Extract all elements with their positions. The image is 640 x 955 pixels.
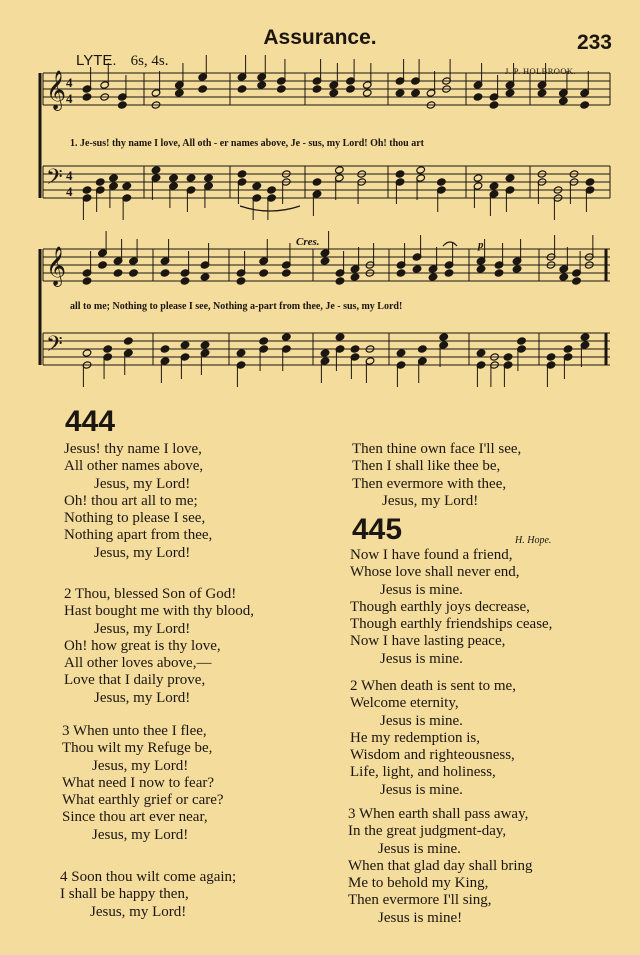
fermata-icon: [443, 242, 457, 246]
verse-line: Jesus, my Lord!: [94, 689, 191, 706]
note-head: [329, 89, 339, 97]
page-number: 233: [576, 31, 612, 54]
note-head: [572, 277, 582, 285]
note-head: [259, 337, 269, 345]
note-head: [411, 89, 421, 97]
verse-line: Now I have found a friend,: [350, 547, 513, 563]
note-head: [180, 341, 190, 349]
note-head: [129, 269, 139, 277]
note-head: [82, 349, 92, 357]
note-head: [257, 81, 267, 89]
note-head: [312, 85, 322, 93]
verse-line: Oh! thou art all to me;: [64, 492, 198, 509]
note-head: [204, 174, 214, 182]
treble-clef-icon: 𝄞: [46, 246, 67, 286]
time-signature: 4: [66, 91, 73, 106]
verse-line: Then evermore with thee,: [352, 475, 507, 492]
verse-line: Jesus is mine.: [380, 650, 463, 667]
music-notation: [0, 0, 640, 400]
verse-line: Nothing apart from thee,: [64, 527, 213, 544]
verse-line: Thou wilt my Refuge be,: [62, 740, 213, 757]
note-head: [169, 174, 179, 182]
verse-line: Jesus is mine.: [380, 581, 463, 598]
note-head: [95, 178, 105, 186]
note-head: [237, 85, 247, 93]
note-head: [537, 89, 547, 97]
note-head: [237, 170, 247, 178]
verse-line: Oh! how great is thy love,: [64, 637, 221, 654]
verse-line: Me to behold my King,: [348, 875, 489, 892]
verse-line: Jesus, my Lord!: [94, 544, 191, 561]
note-head: [412, 265, 422, 273]
tune-meter: 6s, 4s.: [130, 53, 169, 69]
composer: J. P. HOLBROOK.: [505, 66, 576, 76]
verse-line: Then thine own face I'll see,: [352, 441, 522, 457]
piano-mark: p: [478, 239, 484, 251]
lyrics-system-1: 1. Je-sus! thy name I love, All oth - er names above, Je - sus, my Lord! Oh! thou art: [70, 138, 424, 149]
verse-line: 2 When death is sent to me,: [350, 678, 516, 694]
note-head: [362, 89, 372, 97]
note-head: [505, 89, 515, 97]
note-head: [416, 166, 426, 174]
note-head: [160, 269, 170, 277]
note-head: [444, 269, 454, 277]
note-head: [252, 182, 262, 190]
verse-line: Love that I daily prove,: [64, 672, 206, 689]
hymn-445-author: H. Hope.: [515, 535, 552, 546]
verse-line: In the great judgment-day,: [348, 823, 507, 840]
note-head: [200, 341, 210, 349]
hymn-444-stanza-2: [64, 586, 254, 707]
note-head: [160, 345, 170, 353]
verse-line: Jesus, my Lord!: [94, 475, 191, 492]
note-head: [282, 333, 292, 341]
note-head: [350, 273, 360, 281]
note-head: [103, 345, 113, 353]
verse-line: Jesus! thy name I love,: [64, 441, 202, 457]
note-head: [113, 269, 123, 277]
note-head: [267, 186, 277, 194]
note-head: [473, 93, 483, 101]
verse-line: Welcome eternity,: [350, 695, 459, 712]
note-head: [82, 186, 92, 194]
note-head: [585, 178, 595, 186]
hymn-445-stanza-3: [348, 806, 533, 927]
verse-line: Though earthly friendships cease,: [350, 616, 553, 633]
hymn-444-stanza-4: [60, 869, 236, 921]
note-head: [350, 345, 360, 353]
hymn-444-stanza-4-continued: [352, 441, 521, 510]
note-head: [489, 101, 499, 109]
verse-line: Whose love shall never end,: [350, 564, 520, 581]
note-head: [175, 89, 185, 97]
note-head: [346, 85, 356, 93]
lyrics-system-2: all to me; Nothing to please I see, Nothing a-part from thee, Je - sus, my Lord!: [70, 301, 403, 312]
verse-line: Jesus is mine.: [380, 781, 463, 798]
note-head: [259, 269, 269, 277]
note-head: [335, 277, 345, 285]
bass-clef-icon: 𝄢: [46, 165, 63, 195]
note-head: [236, 349, 246, 357]
verse-line: 4 Soon thou wilt come again;: [60, 869, 237, 885]
note-head: [335, 333, 345, 341]
verse-line: I shall be happy then,: [60, 886, 189, 903]
note-head: [277, 85, 287, 93]
note-head: [98, 261, 108, 269]
verse-line: Wisdom and righteousness,: [350, 747, 515, 764]
hymn-445-stanza-2: [350, 678, 516, 799]
hymn-444-number: 444: [65, 405, 116, 438]
verse-line: What need I now to fear?: [62, 774, 215, 791]
hymn-444-stanza-3: [62, 723, 224, 844]
note-head: [395, 89, 405, 97]
note-head: [186, 174, 196, 182]
verse-line: Nothing to please I see,: [64, 510, 206, 527]
note-head: [418, 345, 428, 353]
note-head: [396, 269, 406, 277]
verse-line: Then evermore I'll sing,: [348, 892, 492, 909]
verse-line: Then I shall like thee be,: [352, 458, 501, 475]
verse-line: Life, light, and holiness,: [350, 764, 496, 781]
note-head: [122, 182, 132, 190]
note-head: [512, 265, 522, 273]
note-head: [180, 277, 190, 285]
note-head: [494, 269, 504, 277]
note-head: [335, 166, 345, 174]
tune-name: LYTE.: [76, 52, 117, 69]
verse-line: Jesus, my Lord!: [382, 492, 479, 509]
note-head: [320, 349, 330, 357]
verse-line: Jesus, my Lord!: [92, 826, 189, 843]
note-head: [503, 353, 513, 361]
verse-line: Now I have lasting peace,: [350, 633, 506, 650]
note-head: [396, 349, 406, 357]
verse-line: 3 When unto thee I flee,: [62, 723, 207, 739]
note-head: [439, 333, 449, 341]
time-signature: 4: [66, 184, 73, 199]
note-head: [476, 349, 486, 357]
note-head: [151, 166, 161, 174]
note-head: [200, 273, 210, 281]
note-head: [489, 182, 499, 190]
note-head: [82, 93, 92, 101]
verse-line: Jesus is mine.: [378, 840, 461, 857]
time-signature: 4: [66, 168, 73, 183]
verse-line: 3 When earth shall pass away,: [348, 806, 529, 822]
verse-line: When that glad day shall bring: [348, 857, 533, 874]
note-head: [546, 353, 556, 361]
note-head: [236, 277, 246, 285]
hymn-444-stanza-1: [64, 441, 212, 562]
note-head: [124, 337, 134, 345]
verse-line: Jesus, my Lord!: [92, 757, 189, 774]
note-head: [282, 269, 292, 277]
note-head: [517, 337, 527, 345]
note-head: [559, 97, 569, 105]
page-title: Assurance.: [263, 26, 377, 49]
verse-line: 2 Thou, blessed Son of God!: [64, 586, 237, 602]
verse-line: Jesus is mine.: [380, 712, 463, 729]
note-head: [118, 101, 128, 109]
note-head: [198, 85, 208, 93]
verse-line: Since thou art ever near,: [62, 809, 208, 826]
note-head: [580, 101, 590, 109]
note-head: [559, 273, 569, 281]
verse-line: Jesus, my Lord!: [94, 620, 191, 637]
tie: [240, 206, 300, 211]
verse-line: What earthly grief or care?: [62, 792, 224, 809]
note-head: [395, 170, 405, 178]
verse-line: Jesus, my Lord!: [90, 903, 187, 920]
verse-line: Jesus is mine!: [378, 909, 463, 926]
hymn-445-number: 445: [352, 513, 403, 546]
note-head: [82, 277, 92, 285]
verse-line: All other names above,: [64, 458, 204, 475]
verse-line: Though earthly joys decrease,: [350, 598, 530, 615]
note-head: [428, 273, 438, 281]
verse-line: Hast bought me with thy blood,: [64, 603, 254, 620]
note-head: [563, 345, 573, 353]
time-signature: 4: [66, 75, 73, 90]
note-head: [473, 174, 483, 182]
note-head: [320, 257, 330, 265]
crescendo-mark: Cres.: [296, 236, 320, 248]
treble-clef-icon: 𝄞: [46, 70, 67, 110]
note-head: [505, 174, 515, 182]
note-head: [476, 265, 486, 273]
note-head: [437, 178, 447, 186]
note-head: [312, 178, 322, 186]
bass-clef-icon: 𝄢: [46, 332, 63, 362]
verse-line: He my redemption is,: [350, 729, 480, 746]
note-head: [580, 333, 590, 341]
verse-line: All other loves above,—: [64, 655, 212, 672]
hymn-445-stanza-1: [350, 547, 552, 668]
note-head: [109, 174, 119, 182]
